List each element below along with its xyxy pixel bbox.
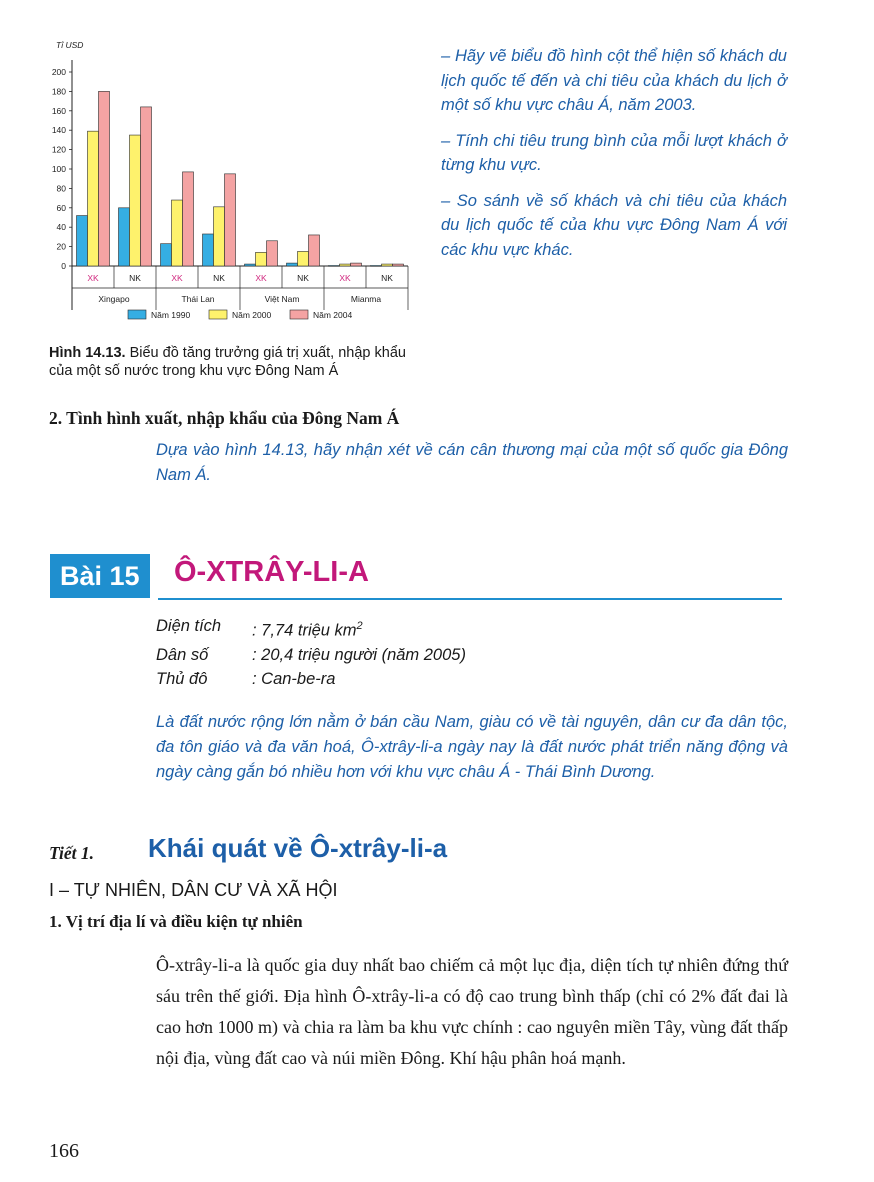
chart-bar — [256, 252, 267, 266]
fact-label: Thủ đô — [156, 669, 208, 688]
y-tick-label: 80 — [56, 183, 66, 194]
chart-bar — [382, 264, 393, 266]
legend-label: Năm 1990 — [151, 310, 191, 320]
lesson-divider — [158, 598, 782, 600]
fact-row-area — [156, 614, 656, 643]
fact-value: : 7,74 triệu $km^2$ — [252, 620, 363, 640]
x-sublabel: NK — [381, 273, 393, 283]
y-tick-label: 0 — [61, 261, 66, 271]
x-sublabel: NK — [129, 273, 141, 283]
chart-bar — [88, 131, 99, 266]
fact-superscript: 2 — [356, 620, 363, 632]
chart-bar — [141, 107, 152, 266]
y-tick-label: 180 — [51, 86, 66, 97]
question-list — [441, 44, 787, 273]
y-tick-label: 60 — [56, 202, 66, 213]
chart-bar — [203, 234, 214, 266]
chart-bar — [214, 207, 225, 266]
fact-value: : 20,4 triệu người (năm 2005) — [252, 645, 466, 664]
y-tick-label: 160 — [51, 105, 66, 116]
chart-bar — [77, 216, 88, 266]
x-sublabel: XK — [87, 273, 99, 283]
part-1-body: Ô-xtrây-li-a là quốc gia duy nhất bao chiếm cả một lục địa, diện tích tự nhiên đứng thứ sáu trên thế giới. Địa hình Ô-xtrây-li-a có độ cao trung bình thấp (chỉ có 2% đất đai là cao hơn 1000 m) và chia ra làm ba khu vực chính : cao nguyên miền Tây, vùng đất thấp nội địa, vùng đất cao và núi miền Đông. Khí hậu phân hoá mạnh. — [156, 955, 788, 1068]
question-item: – Hãy vẽ biểu đồ hình cột thể hiện số khách du lịch quốc tế đến và chi tiêu của khách du lịch ở một số khu vực châu Á, năm 2003. — [441, 47, 787, 114]
period-title: Khái quát về Ô-xtrây-li-a — [148, 833, 448, 863]
fact-label: Diện tích — [156, 617, 222, 635]
figure-caption — [49, 344, 421, 380]
y-tick-label: 20 — [56, 241, 66, 252]
legend-swatch — [290, 310, 308, 319]
page-number: 166 — [49, 1140, 79, 1162]
legend-swatch — [209, 310, 227, 319]
export-import-chart — [36, 36, 416, 336]
x-country-label: Xingapo — [98, 294, 130, 304]
question-item: – So sánh về số khách và chi tiêu của khách du lịch quốc tế của khu vực Đông Nam Á với các khu vực khác. — [441, 191, 787, 259]
chart-bar — [298, 251, 309, 266]
y-tick-label: 100 — [51, 164, 66, 174]
chart-bar — [267, 241, 278, 266]
lesson-banner — [50, 554, 782, 604]
chart-bar — [393, 264, 404, 266]
x-sublabel: NK — [213, 273, 225, 283]
fact-row-capital — [156, 667, 656, 691]
legend-label: Năm 2004 — [313, 310, 353, 320]
chart-bar — [371, 266, 382, 267]
part-1-heading: I – TỰ NHIÊN, DÂN CƯ VÀ XÃ HỘI — [49, 880, 338, 900]
country-facts — [156, 614, 656, 691]
chart-bar — [161, 244, 172, 266]
lesson-title: Ô-XTRÂY-LI-A — [174, 556, 369, 588]
chart-bar — [130, 135, 141, 266]
x-sublabel: XK — [171, 273, 183, 283]
section-2-heading: 2. Tình hình xuất, nhập khẩu của Đông Nam Á — [49, 408, 400, 428]
chart-bar — [99, 91, 110, 266]
chart-bar — [183, 172, 194, 266]
fact-label: Dân số — [156, 645, 209, 664]
x-sublabel: XK — [255, 273, 267, 283]
question-item: – Tính chi tiêu trung bình của mỗi lượt khách ở từng khu vực. — [441, 131, 787, 174]
legend-label: Năm 2000 — [232, 310, 272, 320]
fact-row-population — [156, 643, 656, 667]
y-axis-unit: Tỉ USD — [56, 40, 84, 50]
x-country-label: Việt Nam — [264, 294, 300, 304]
x-country-label: Mianma — [350, 294, 382, 304]
chart-bar — [245, 264, 256, 266]
chart-bar — [287, 263, 298, 266]
chart-bar — [225, 174, 236, 266]
legend-swatch — [128, 310, 146, 319]
chart-bar — [329, 266, 340, 267]
chart-bar — [351, 263, 362, 266]
y-tick-label: 120 — [51, 144, 66, 155]
x-country-label: Thái Lan — [181, 294, 215, 304]
figure-caption-text: Biểu đồ tăng trưởng giá trị xuất, nhập khẩu của một số nước trong khu vực Đông Nam Á — [49, 345, 406, 379]
part-1-subheading: 1. Vị trí địa lí và điều kiện tự nhiên — [49, 912, 303, 931]
y-tick-label: 140 — [51, 125, 66, 136]
fact-value: : Can-be-ra — [252, 669, 336, 688]
x-sublabel: NK — [297, 273, 309, 283]
x-sublabel: XK — [339, 273, 351, 283]
chart-bar — [309, 235, 320, 266]
period-label: Tiết 1. — [49, 843, 95, 863]
chart-bar — [340, 264, 351, 266]
y-tick-label: 200 — [51, 67, 66, 77]
chart-bar — [119, 208, 130, 266]
lesson-intro: Là đất nước rộng lớn nằm ở bán cầu Nam, giàu có về tài nguyên, dân cư đa dân tộc, đa tôn giáo và đa văn hoá, Ô-xtrây-li-a ngày nay là đất nước phát triển năng động và ngày càng gắn bó nhiều hơn với khu vực châu Á - Thái Bình Dương. — [156, 713, 788, 781]
figure-caption-label: Hình 14.13. — [49, 345, 126, 361]
section-2-prompt: Dựa vào hình 14.13, hãy nhận xét về cán cân thương mại của một số quốc gia Đông Nam Á. — [156, 441, 788, 484]
chart-bar — [172, 200, 183, 266]
y-tick-label: 40 — [56, 222, 66, 233]
lesson-label: Bài 15 — [50, 554, 150, 598]
